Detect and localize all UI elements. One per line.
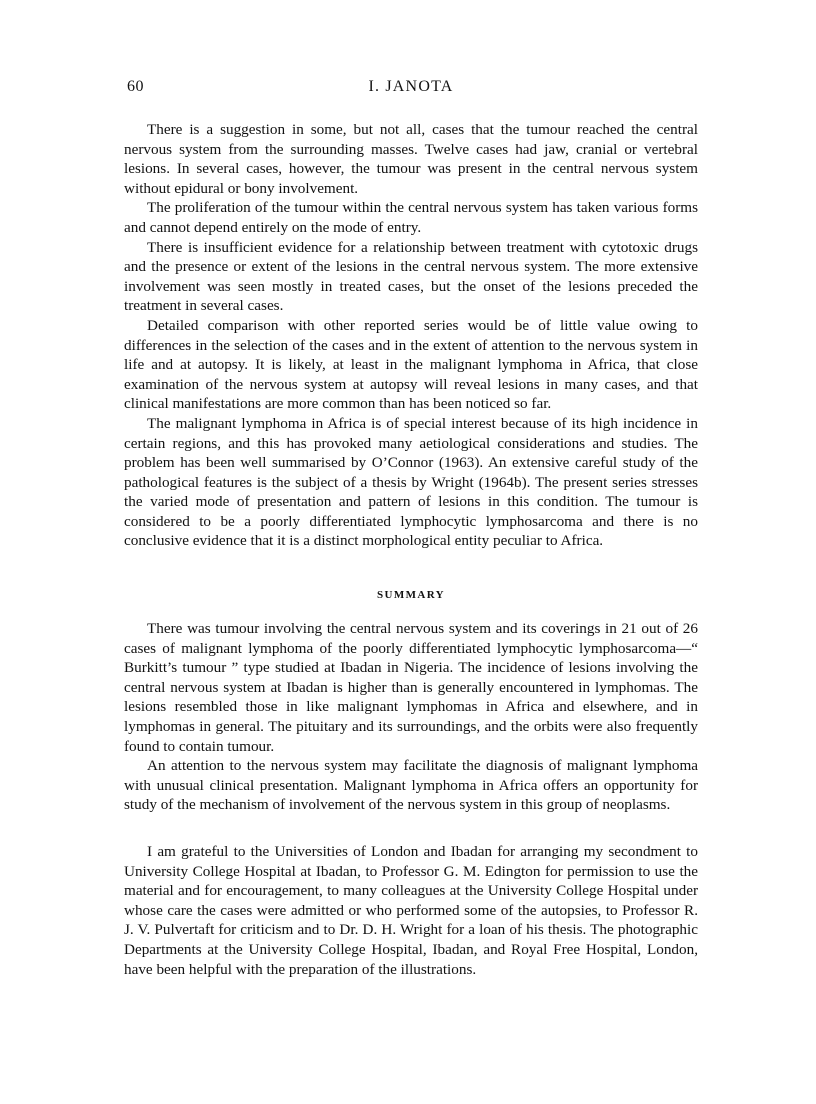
summary-paragraph: There was tumour involving the central nervous system and its coverings in 21 out of 26 cases of malignant lymphoma of the poorly differentiated lymphocytic lymphosarcoma—“ Burkitt’s tumour ” type studied at Ibadan in Nigeria. The incidence of lesions involving the central nervous system at Ibadan is higher than is generally encountered in lymphomas. The lesions resembled those in like malignant lymphomas in Africa and elsewhere, and in lymphomas in general. The pituitary and its surroundings, and the orbits were also frequently found to contain tumour. bbox=[124, 620, 698, 755]
discussion-paragraph: The proliferation of the tumour within the central nervous system has taken various forms and cannot depend entirely on the mode of entry. bbox=[124, 199, 698, 236]
summary-heading: SUMMARY bbox=[376, 589, 446, 602]
discussion-paragraph: There is a suggestion in some, but not all, cases that the tumour reached the central nervous system from the surrounding masses. Twelve cases had jaw, cranial or vertebral lesions. In several cases, however, the tumour was present in the central nervous system without epidural or bony involvement. bbox=[124, 121, 698, 197]
page-number: 60 bbox=[127, 78, 144, 95]
discussion-paragraph: There is insufficient evidence for a relationship between treatment with cytotoxic drugs and the presence or extent of the lesions in the central nervous system. The more extensive involvement was seen mostly in treated cases, but the onset of the lesions preceded the treatment in several cases. bbox=[124, 238, 698, 315]
summary-section bbox=[124, 619, 698, 815]
running-head bbox=[124, 78, 698, 100]
discussion-paragraph: Detailed comparison with other reported series would be of little value owing to differences in the selection of the cases and in the extent of attention to the nervous system in life and at autopsy. It is likely, at least in the malignant lymphoma in Africa, that close examination of the nervous system at autopsy will reveal lesions in many cases, and that clinical manifestations are more common than has been noticed so far. bbox=[124, 316, 698, 413]
discussion-paragraph: The malignant lymphoma in Africa is of special interest because of its high incidence in certain regions, and this has provoked many aetiological considerations and studies. The problem has been well summarised by O’Connor (1963). An extensive careful study of the pathological features is the subject of a thesis by Wright (1964b). The present series stresses the varied mode of presentation and pattern of lesions in this condition. The tumour is considered to be a poorly differentiated lymphocytic lymphosarcoma and there is no conclusive evidence that it is a distinct morphological entity peculiar to Africa. bbox=[124, 414, 698, 550]
acknowledgements-section bbox=[124, 842, 698, 979]
discussion-section bbox=[124, 120, 698, 551]
running-author: I. JANOTA bbox=[368, 78, 454, 95]
acknowledgements-paragraph: I am grateful to the Universities of London and Ibadan for arranging my secondment to University College Hospital at Ibadan, to Professor G. M. Edington for permission to use the material and for encouragement, to many colleagues at the University College Hospital under whose care the cases were admitted or who performed some of the autopsies, to Professor R. J. V. Pulvertaft for criticism and to Dr. D. H. Wright for a loan of his thesis. The photographic Departments at the University College Hospital, Ibadan, and Royal Free Hospital, London, have been helpful with the preparation of the illustrations. bbox=[124, 843, 698, 978]
page bbox=[124, 78, 698, 979]
summary-paragraph: An attention to the nervous system may facilitate the diagnosis of malignant lymphoma with unusual clinical presentation. Malignant lymphoma in Africa offers an opportunity for study of the mechanism of involvement of the nervous system in this group of neoplasms. bbox=[124, 757, 698, 814]
